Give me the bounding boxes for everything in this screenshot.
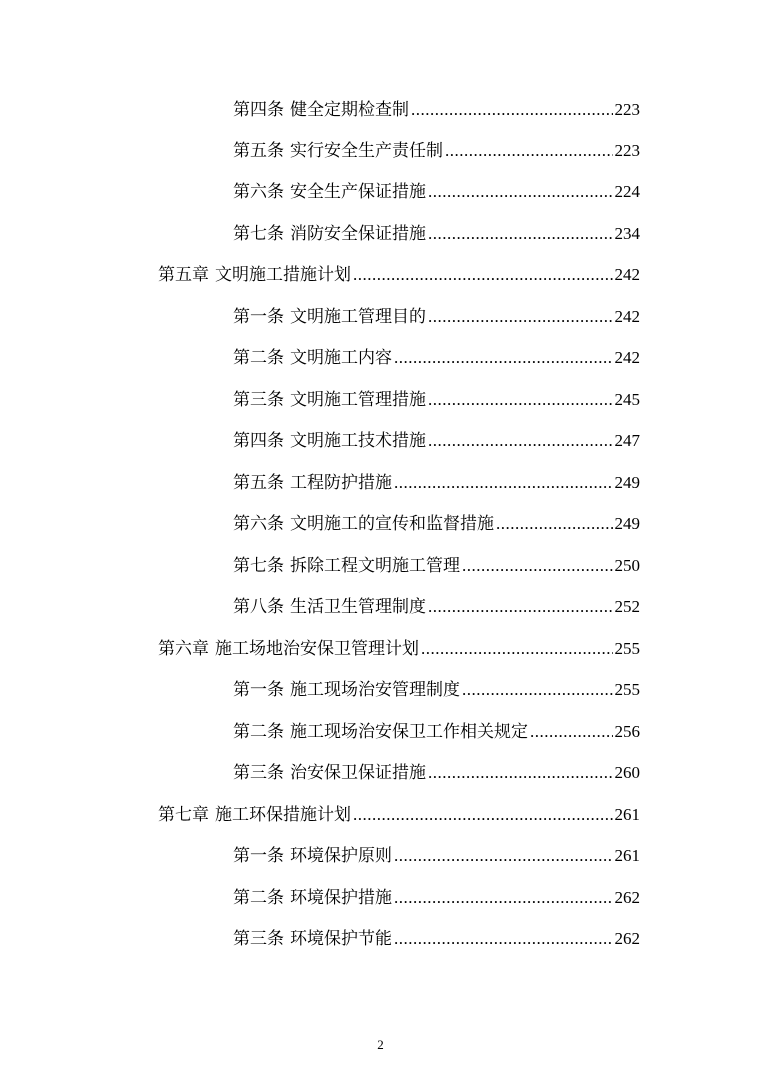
toc-entry-number: 第二条 [233, 888, 284, 908]
toc-entry-page: 223 [614, 100, 640, 119]
toc-entry-title: 文明施工内容 [290, 348, 392, 368]
dot-leader [428, 759, 613, 787]
toc-entry[interactable] [233, 884, 640, 912]
dot-leader [496, 510, 613, 538]
dot-leader [462, 676, 613, 704]
dot-leader [428, 178, 613, 206]
toc-entry-page: 223 [614, 141, 640, 160]
toc-entry-page: 262 [614, 888, 640, 907]
toc-chapter-number: 第七章 [158, 805, 209, 825]
toc-entry-page: 260 [614, 763, 640, 782]
toc-chapter-page: 261 [614, 805, 640, 824]
toc-entry-title: 施工现场治安保卫工作相关规定 [290, 722, 528, 742]
dot-leader [530, 718, 613, 746]
toc-entry-title: 环境保护原则 [290, 846, 392, 866]
toc-entry-title: 文明施工管理措施 [290, 390, 426, 410]
toc-entry-title: 工程防护措施 [290, 473, 392, 493]
dot-leader [445, 137, 613, 165]
dot-leader [394, 344, 613, 372]
toc-entry-number: 第七条 [233, 224, 284, 244]
toc-entry[interactable] [233, 759, 640, 787]
toc-entry-number: 第四条 [233, 431, 284, 451]
dot-leader [353, 261, 613, 289]
dot-leader [394, 925, 613, 953]
toc-entry-number: 第二条 [233, 722, 284, 742]
toc-entry[interactable] [233, 220, 640, 248]
toc-entry-number: 第三条 [233, 763, 284, 783]
toc-entry[interactable] [233, 303, 640, 331]
toc-entry-title: 文明施工管理目的 [290, 307, 426, 327]
dot-leader [428, 386, 613, 414]
toc-entry-title: 施工现场治安管理制度 [290, 680, 460, 700]
toc-entry-number: 第六条 [233, 514, 284, 534]
toc-chapter[interactable] [158, 261, 640, 289]
toc-entry-number: 第二条 [233, 348, 284, 368]
toc-entry-title: 治安保卫保证措施 [290, 763, 426, 783]
toc-entry[interactable] [233, 842, 640, 870]
toc-entry[interactable] [233, 593, 640, 621]
toc-entry-title: 实行安全生产责任制 [290, 141, 443, 161]
toc-entry[interactable] [233, 676, 640, 704]
toc-entry[interactable] [233, 925, 640, 953]
dot-leader [394, 842, 613, 870]
toc-entry-page: 255 [614, 680, 640, 699]
toc-entry-title: 生活卫生管理制度 [290, 597, 426, 617]
toc-entry-title: 健全定期检查制 [290, 100, 409, 120]
toc-entry-title: 安全生产保证措施 [290, 182, 426, 202]
toc-entry-title: 消防安全保证措施 [290, 224, 426, 244]
dot-leader [462, 552, 613, 580]
toc-entry-number: 第一条 [233, 307, 284, 327]
toc-chapter[interactable] [158, 635, 640, 663]
toc-entry-number: 第四条 [233, 100, 284, 120]
toc-entry-number: 第一条 [233, 846, 284, 866]
toc-entry[interactable] [233, 344, 640, 372]
toc-entry-title: 环境保护措施 [290, 888, 392, 908]
toc-entry-page: 224 [614, 182, 640, 201]
toc-entry-page: 242 [614, 348, 640, 367]
toc-entry-number: 第三条 [233, 929, 284, 949]
toc-entry-number: 第八条 [233, 597, 284, 617]
toc-entry-page: 249 [614, 514, 640, 533]
toc-entry-page: 256 [614, 722, 640, 741]
toc-chapter-title: 文明施工措施计划 [215, 265, 351, 285]
dot-leader [394, 469, 613, 497]
page-number: 2 [377, 1037, 384, 1052]
dot-leader [428, 303, 613, 331]
toc-entry-page: 242 [614, 307, 640, 326]
toc-entry-page: 261 [614, 846, 640, 865]
dot-leader [394, 884, 613, 912]
toc-entry-page: 249 [614, 473, 640, 492]
toc-entry[interactable] [233, 386, 640, 414]
toc-entry-page: 262 [614, 929, 640, 948]
toc-entry-title: 环境保护节能 [290, 929, 392, 949]
dot-leader [428, 220, 613, 248]
toc-entry-page: 245 [614, 390, 640, 409]
toc-entry[interactable] [233, 469, 640, 497]
toc-entry-page: 247 [614, 431, 640, 450]
toc-chapter-number: 第五章 [158, 265, 209, 285]
toc-chapter[interactable] [158, 801, 640, 829]
toc-entry-title: 文明施工的宣传和监督措施 [290, 514, 494, 534]
toc-entry[interactable] [233, 510, 640, 538]
toc-entry-number: 第三条 [233, 390, 284, 410]
toc-entry-title: 文明施工技术措施 [290, 431, 426, 451]
toc-entry-title: 拆除工程文明施工管理 [290, 556, 460, 576]
toc-chapter-page: 242 [614, 265, 640, 284]
toc-entry-number: 第六条 [233, 182, 284, 202]
dot-leader [421, 635, 613, 663]
toc-entry[interactable] [233, 552, 640, 580]
toc-chapter-title: 施工环保措施计划 [215, 805, 351, 825]
toc-chapter-page: 255 [614, 639, 640, 658]
toc-entry[interactable] [233, 427, 640, 455]
dot-leader [428, 593, 613, 621]
toc-entry-page: 250 [614, 556, 640, 575]
toc-entry-number: 第五条 [233, 141, 284, 161]
toc-entry-number: 第五条 [233, 473, 284, 493]
toc-entry-page: 252 [614, 597, 640, 616]
dot-leader [428, 427, 613, 455]
toc-entry[interactable] [233, 137, 640, 165]
dot-leader [411, 96, 613, 124]
toc-entry-number: 第七条 [233, 556, 284, 576]
toc-entry-number: 第一条 [233, 680, 284, 700]
toc-chapter-title: 施工场地治安保卫管理计划 [215, 639, 419, 659]
toc-chapter-number: 第六章 [158, 639, 209, 659]
toc-entry[interactable] [233, 178, 640, 206]
toc-entry[interactable] [233, 96, 640, 124]
toc-entry[interactable] [233, 718, 640, 746]
toc-entry-page: 234 [614, 224, 640, 243]
dot-leader [353, 801, 613, 829]
